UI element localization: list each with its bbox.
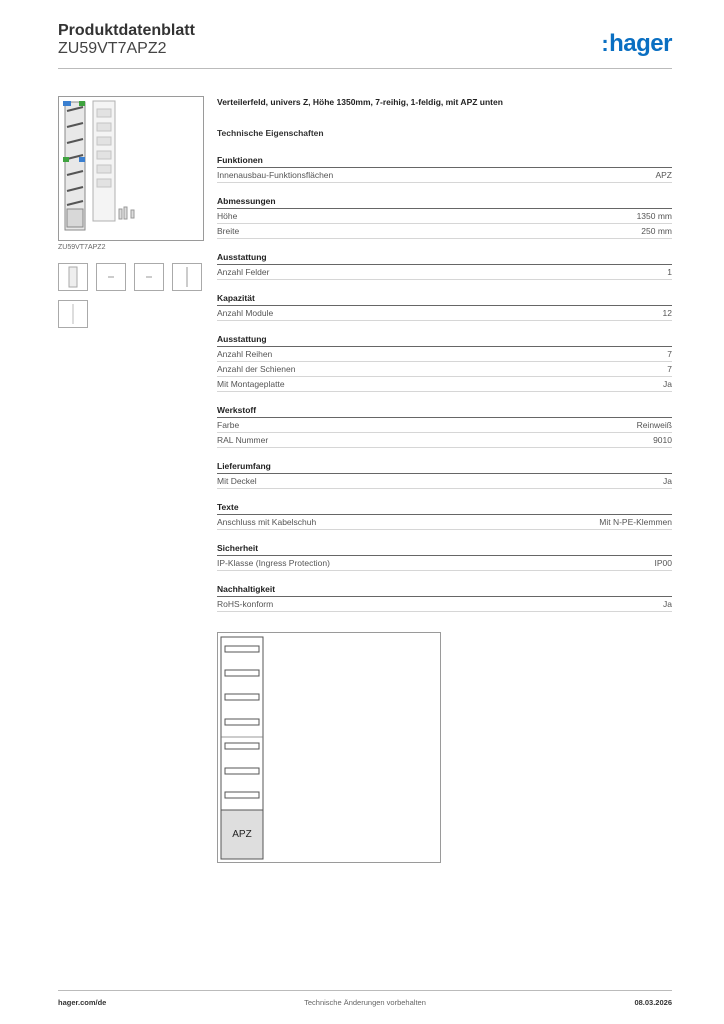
spec-row (217, 209, 672, 224)
spec-value: IP00 (654, 558, 672, 568)
thumbnail-1[interactable] (58, 263, 88, 291)
section-title: Ausstattung (217, 251, 672, 265)
line-thumbnail-icon (59, 301, 87, 327)
product-description: Verteilerfeld, univers Z, Höhe 1350mm, 7-reihig, 1-feldig, mit APZ unten (217, 97, 503, 107)
panel-thumbnail-icon (59, 264, 87, 290)
spec-section (217, 460, 672, 489)
footer-divider (58, 990, 672, 991)
spec-row (217, 597, 672, 612)
spec-label: Mit Deckel (217, 476, 257, 486)
spec-value: APZ (655, 170, 672, 180)
product-image[interactable] (58, 96, 204, 241)
spec-label: Farbe (217, 420, 240, 430)
distribution-panel-illustration (59, 97, 203, 240)
spec-section (217, 195, 672, 239)
spec-label: Anzahl der Schienen (217, 364, 296, 374)
thumbnail-3[interactable] (134, 263, 164, 291)
spec-section (217, 501, 672, 530)
spec-section (217, 542, 672, 571)
dash-thumbnail-icon (97, 264, 125, 290)
section-title: Ausstattung (217, 333, 672, 347)
thumbnail-gallery (58, 263, 208, 333)
spec-value: Mit N-PE-Klemmen (599, 517, 672, 527)
spec-section (217, 404, 672, 448)
spec-label: Mit Montageplatte (217, 379, 285, 389)
footer-date: 08.03.2026 (634, 998, 672, 1007)
product-code-label: ZU59VT7APZ2 (58, 244, 106, 251)
spec-value: 1350 mm (636, 211, 672, 221)
spec-section (217, 154, 672, 183)
spec-row (217, 556, 672, 571)
spec-row (217, 347, 672, 362)
spec-label: Höhe (217, 211, 238, 221)
spec-label: Innenausbau-Funktionsflächen (217, 170, 334, 180)
spec-label: Anzahl Module (217, 308, 274, 318)
spec-row (217, 377, 672, 392)
spec-row (217, 515, 672, 530)
spec-value: 1 (667, 267, 672, 277)
footer-disclaimer: Technische Änderungen vorbehalten (304, 998, 426, 1007)
spec-value: Ja (663, 476, 672, 486)
page-header (58, 22, 672, 68)
section-title: Nachhaltigkeit (217, 583, 672, 597)
dash-thumbnail-icon (135, 264, 163, 290)
panel-drawing (218, 633, 440, 862)
section-title: Kapazität (217, 292, 672, 306)
spec-section (217, 583, 672, 612)
section-title: Lieferumfang (217, 460, 672, 474)
spec-value: 12 (662, 308, 672, 318)
spec-label: Anzahl Felder (217, 267, 270, 277)
spec-label: RAL Nummer (217, 435, 269, 445)
spec-section (217, 292, 672, 321)
section-title: Funktionen (217, 154, 672, 168)
spec-row (217, 306, 672, 321)
section-title: Texte (217, 501, 672, 515)
spec-value: Ja (663, 599, 672, 609)
spec-section (217, 333, 672, 392)
spec-row (217, 168, 672, 183)
spec-sections (217, 154, 672, 612)
spec-value: Reinweiß (636, 420, 672, 430)
spec-row (217, 474, 672, 489)
section-title: Sicherheit (217, 542, 672, 556)
spec-row (217, 433, 672, 448)
spec-label: Anzahl Reihen (217, 349, 273, 359)
thumbnail-5[interactable] (58, 300, 88, 328)
tech-properties-heading: Technische Eigenschaften (217, 128, 324, 138)
hager-logo[interactable] (601, 30, 672, 58)
spec-value: 7 (667, 364, 672, 374)
spec-row (217, 265, 672, 280)
thumbnail-4[interactable] (172, 263, 202, 291)
spec-row (217, 224, 672, 239)
line-thumbnail-icon (173, 264, 201, 290)
spec-row (217, 362, 672, 377)
apz-label: APZ (232, 829, 252, 840)
spec-value: 250 mm (641, 226, 672, 236)
spec-value: Ja (663, 379, 672, 389)
spec-label: RoHS-konform (217, 599, 274, 609)
spec-section (217, 251, 672, 280)
spec-label: Anschluss mit Kabelschuh (217, 517, 317, 527)
page-title: Produktdatenblatt (58, 22, 195, 39)
logo-text: hager (609, 30, 672, 57)
spec-value: 7 (667, 349, 672, 359)
spec-value: 9010 (653, 435, 672, 445)
technical-drawing[interactable] (217, 632, 441, 863)
section-title: Abmessungen (217, 195, 672, 209)
spec-label: Breite (217, 226, 240, 236)
product-number: ZU59VT7APZ2 (58, 40, 167, 57)
logo-colon: : (601, 31, 609, 56)
spec-content (217, 96, 672, 642)
footer-website-link[interactable]: hager.com/de (58, 998, 107, 1007)
thumbnail-2[interactable] (96, 263, 126, 291)
header-divider (58, 68, 672, 69)
section-title: Werkstoff (217, 404, 672, 418)
spec-row (217, 418, 672, 433)
spec-label: IP-Klasse (Ingress Protection) (217, 558, 330, 568)
